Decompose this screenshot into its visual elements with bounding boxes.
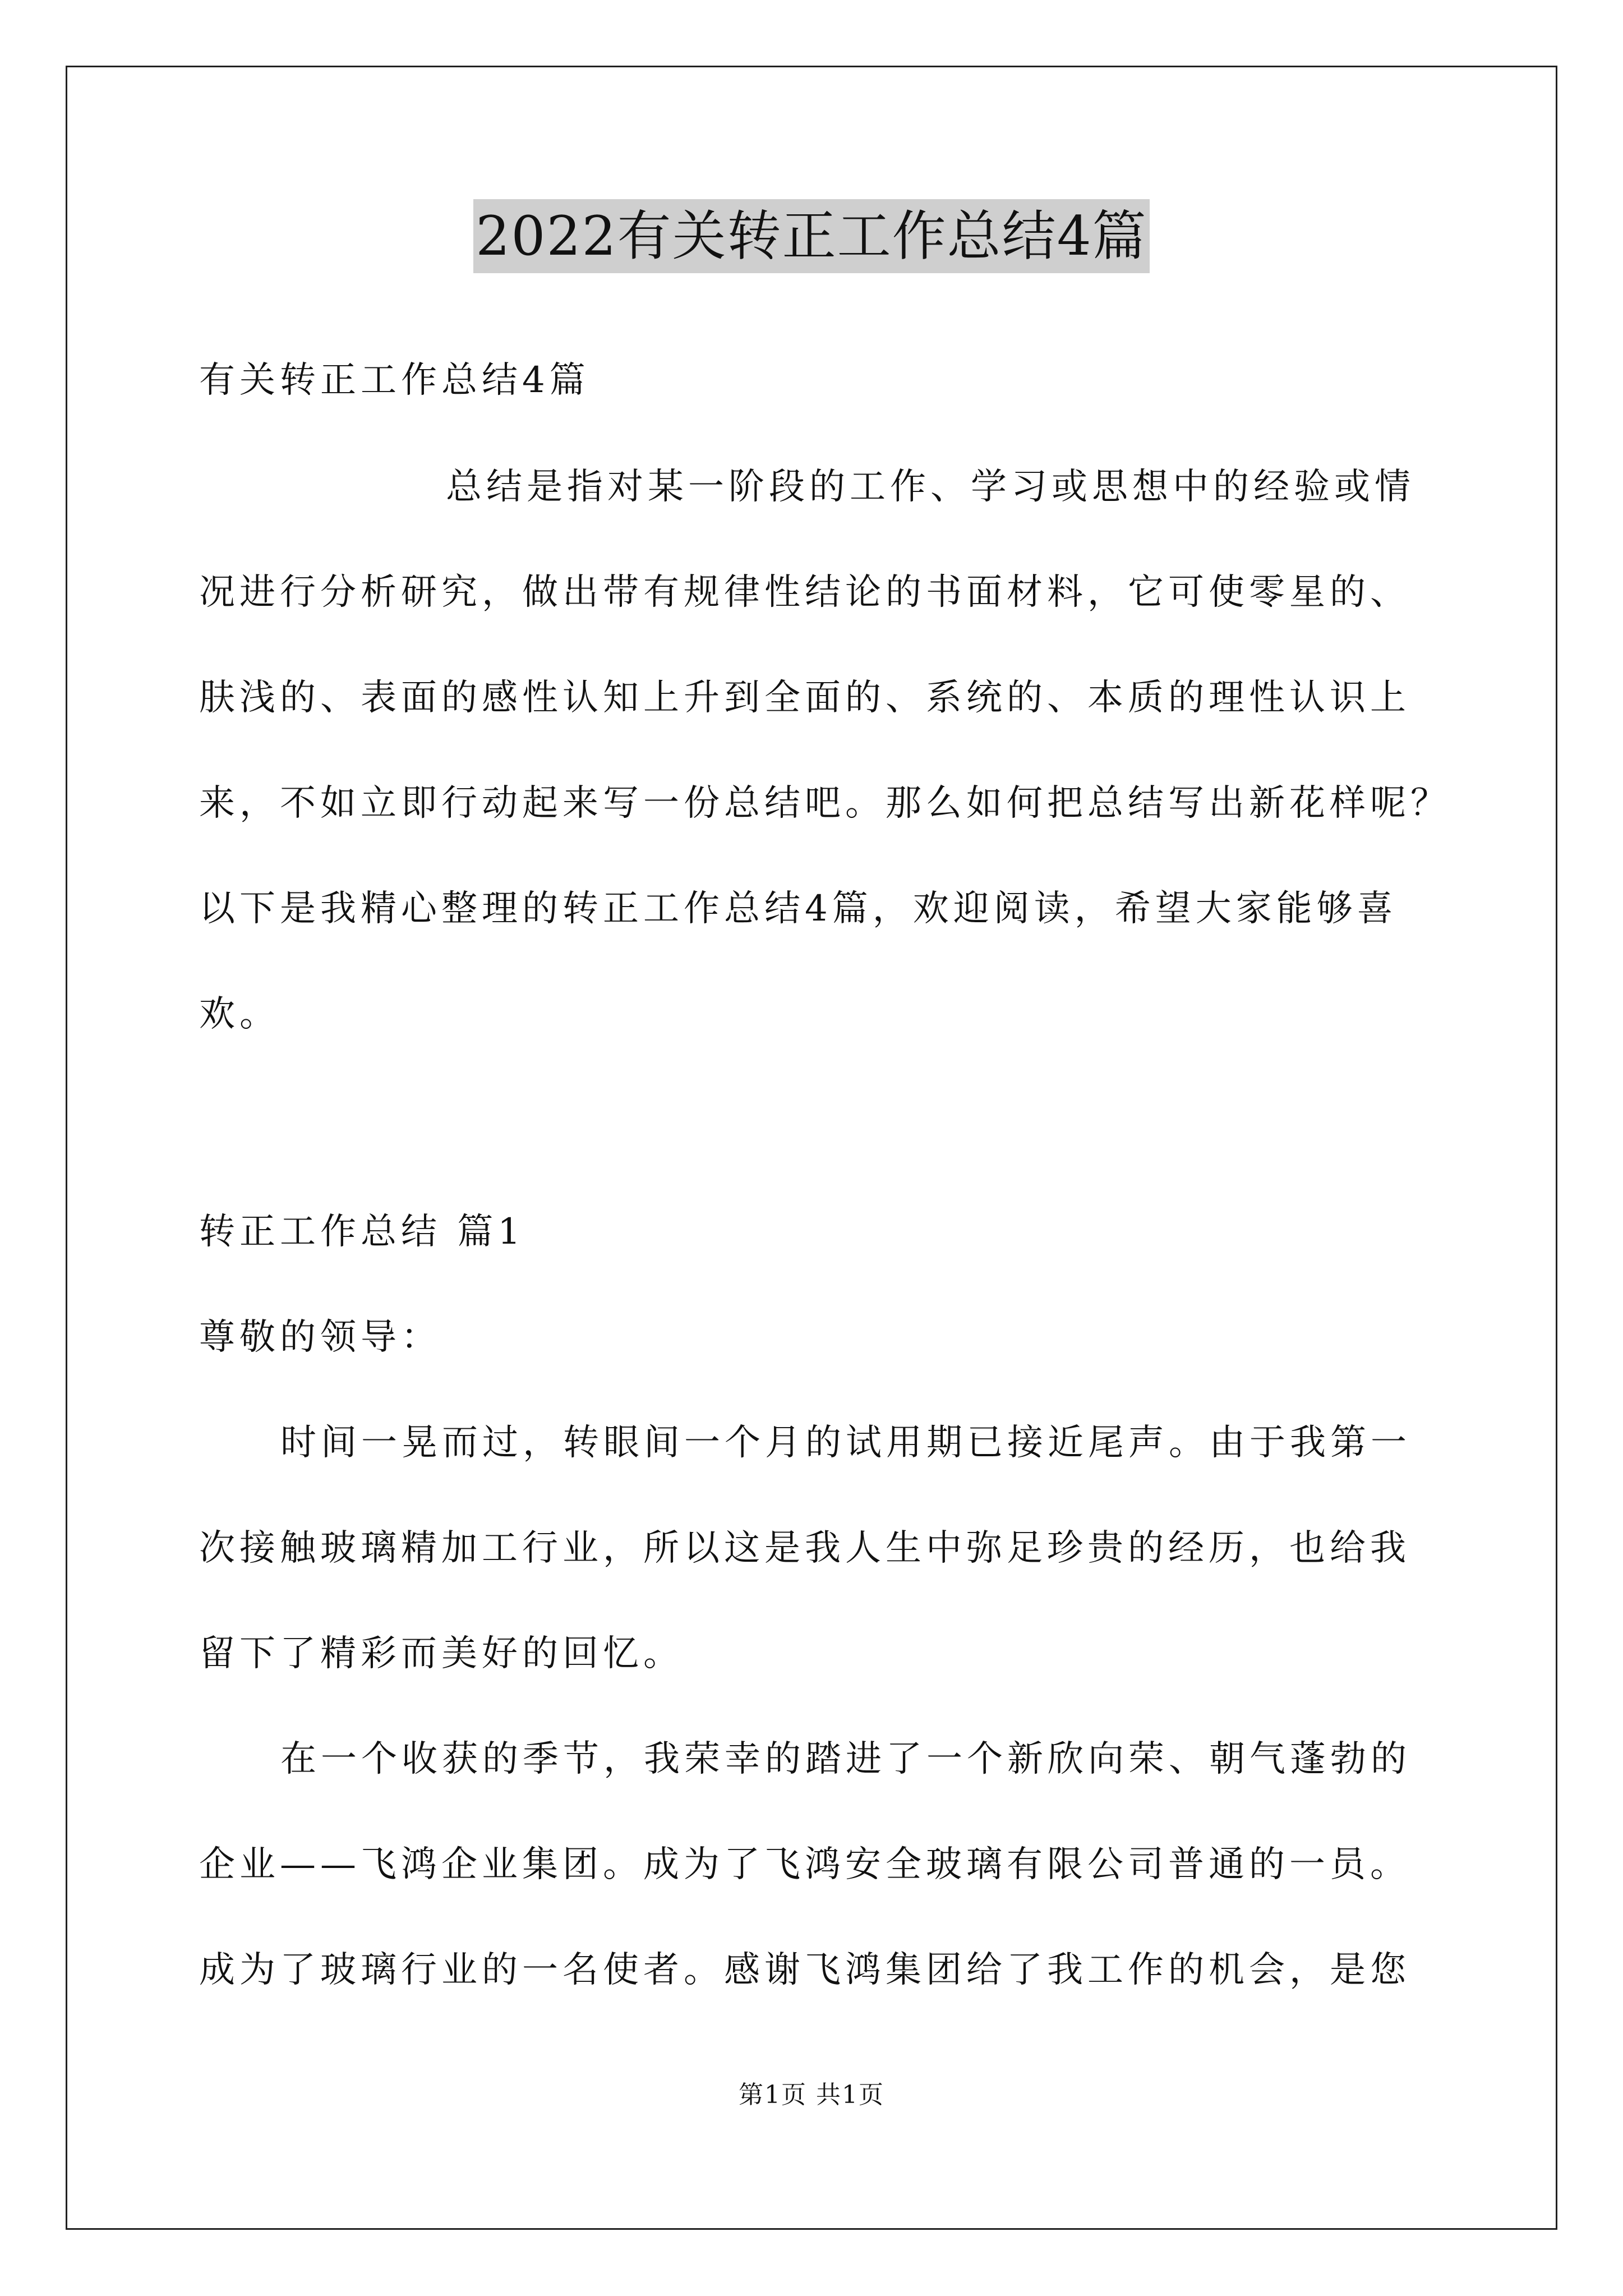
document-subtitle: 有关转正工作总结4篇	[199, 360, 590, 401]
page-footer: 第1页 共1页	[739, 2081, 884, 2109]
intro-line-2: 况进行分析研究，做出带有规律性结论的书面材料，它可使零星的、	[199, 572, 1410, 613]
intro-line-3: 肤浅的、表面的感性认知上升到全面的、系统的、本质的理性认识上	[199, 677, 1410, 719]
intro-line-4: 来，不如立即行动起来写一份总结吧。那么如何把总结写出新花样呢？	[199, 783, 1451, 824]
paragraph1-line-1: 时间一晃而过，转眼间一个月的试用期已接近尾声。由于我第一	[280, 1422, 1411, 1464]
salutation: 尊敬的领导：	[199, 1317, 441, 1358]
paragraph1-line-3: 留下了精彩而美好的回忆。	[199, 1633, 684, 1674]
paragraph2-line-3: 成为了玻璃行业的一名使者。感谢飞鸿集团给了我工作的机会，是您	[199, 1949, 1410, 1991]
intro-line-5: 以下是我精心整理的转正工作总结4篇，欢迎阅读，希望大家能够喜	[199, 888, 1398, 930]
document-title	[0, 199, 1623, 273]
section-heading: 转正工作总结 篇1	[199, 1211, 525, 1253]
intro-line-6: 欢。	[199, 993, 280, 1035]
paragraph2-line-1: 在一个收获的季节，我荣幸的踏进了一个新欣向荣、朝气蓬勃的	[280, 1738, 1411, 1780]
paragraph2-line-2: 企业——飞鸿企业集团。成为了飞鸿安全玻璃有限公司普通的一员。	[199, 1844, 1410, 1885]
document-title-text: 2022有关转正工作总结4篇	[473, 199, 1149, 273]
intro-line-1: 总结是指对某一阶段的工作、学习或思想中的经验或情	[446, 466, 1415, 508]
paragraph1-line-2: 次接触玻璃精加工行业，所以这是我人生中弥足珍贵的经历，也给我	[199, 1527, 1410, 1569]
